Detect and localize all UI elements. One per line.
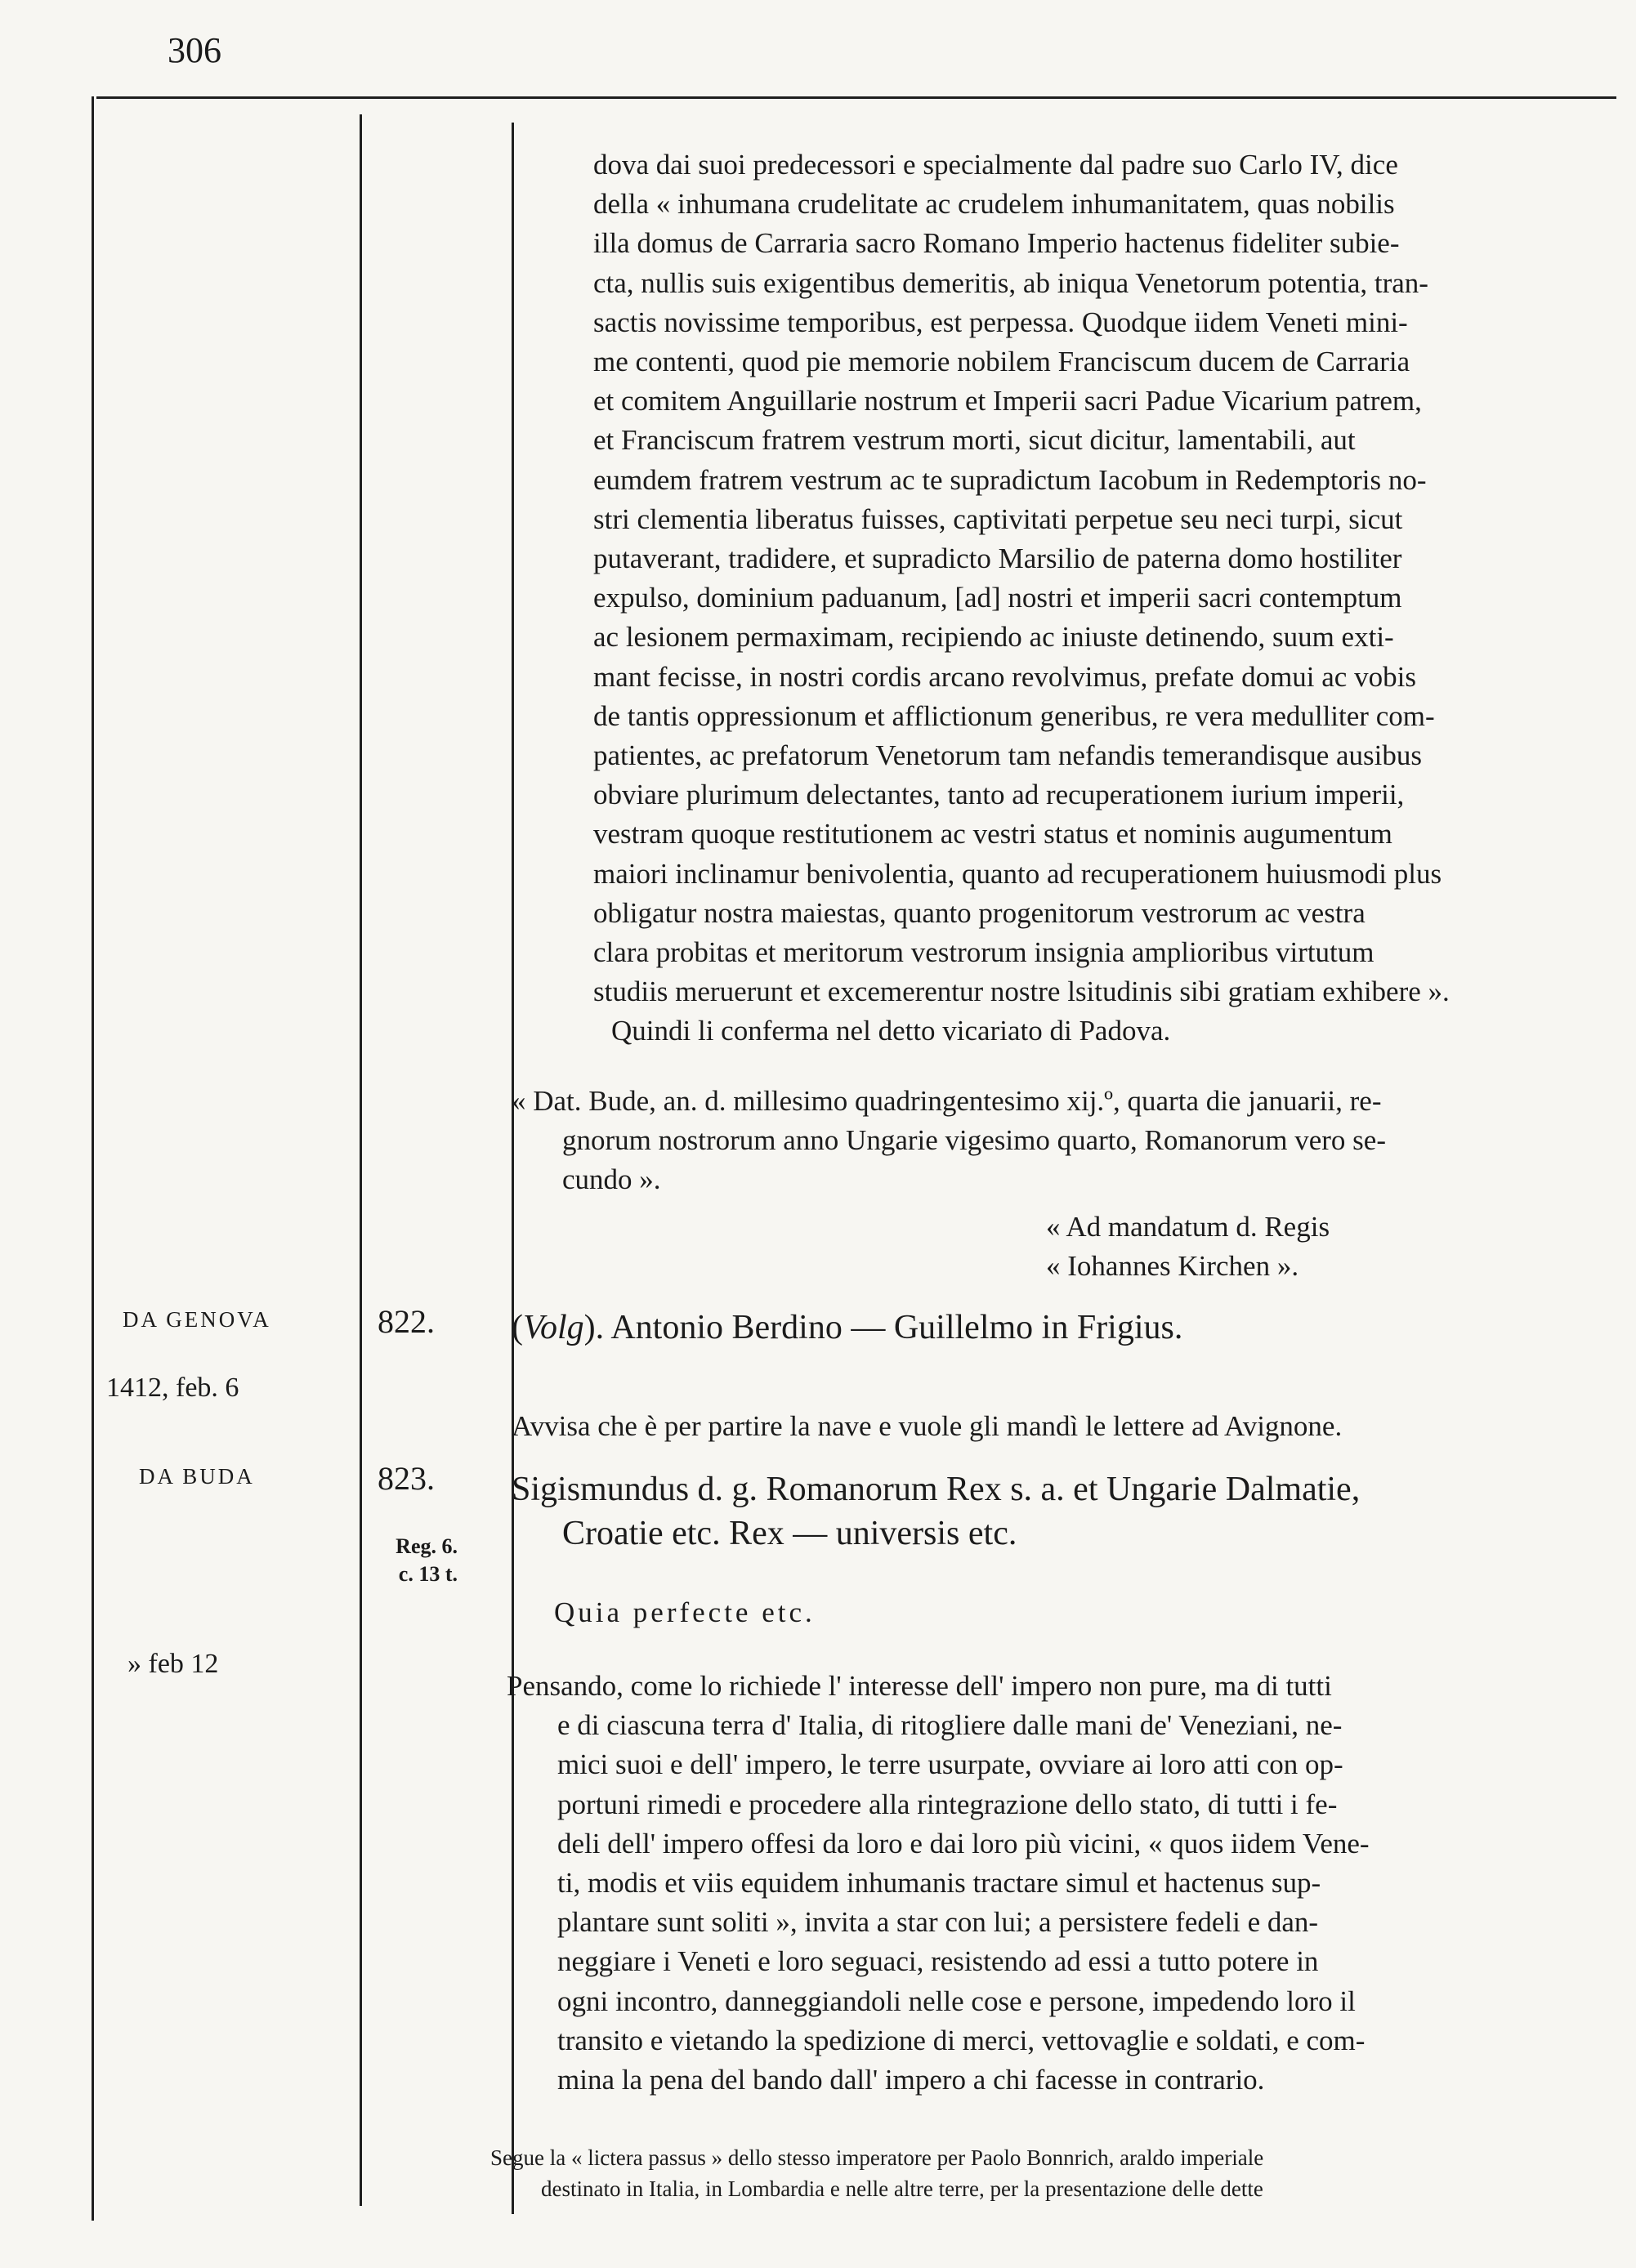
note-line: destinato in Italia, in Lombardia e nelle altre terre, per la presentazione delle dette — [541, 2176, 1263, 2201]
entry-822-number: 822. — [378, 1303, 435, 1340]
note-line: Segue la « lictera passus » dello stesso imperatore per Paolo Bonnrich, araldo imperiale — [490, 2145, 1264, 2170]
text-line: mant fecisse, in nostri cordis arcano revolvimus, prefate domui ac vobis — [593, 660, 1416, 693]
heading-line: Sigismundus d. g. Romanorum Rex s. a. et Ungarie Dalmatie, — [512, 1471, 1361, 1508]
text-line: clara probitas et meritorum vestrorum insignia amplioribus virtutum — [593, 936, 1375, 969]
text-line: patientes, ac prefatorum Venetorum tam nefandis temerandisque ausibus — [593, 739, 1423, 772]
text-line: Pensando, come lo richiede l' interesse dell' impero non pure, ma di tutti — [507, 1670, 1332, 1702]
signature-block — [1046, 1208, 1330, 1286]
entry-822-lang: Volg — [523, 1309, 584, 1346]
entry-822-date-text: 1412, feb. 6 — [106, 1373, 239, 1403]
column-rule-left — [92, 96, 94, 2221]
reference-line: c. 13 t. — [398, 1562, 458, 1586]
continuation-text — [593, 145, 1615, 1051]
text-line: de tantis oppressionum et afflictionum generibus, re vera medulliter com- — [593, 699, 1435, 732]
text-line: sactis novissime temporibus, est perpessa. Quodque iidem Veneti mini- — [593, 306, 1408, 338]
text-line: expulso, dominium paduanum, [ad] nostri et imperii sacri contemptum — [593, 582, 1402, 614]
signature-line: « Ad mandatum d. Regis — [1046, 1211, 1330, 1243]
text-line: plantare sunt soliti », invita a star con lui; a persistere fedeli e dan- — [557, 1906, 1319, 1939]
text-line: dova dai suoi predecessori e specialmente dal padre suo Carlo IV, dice — [593, 149, 1398, 181]
text-line: e di ciascuna terra d' Italia, di ritogliere dalle mani de' Veneziani, ne- — [557, 1709, 1343, 1742]
text-line: eumdem fratrem vestrum ac te supradictum Iacobum in Redemptoris no- — [593, 463, 1427, 496]
entry-823-date: » feb 12 — [127, 1649, 219, 1679]
text-line: mina la pena del bando dall' impero a chi facesse in contrario. — [557, 2064, 1265, 2096]
entry-823-incipit: Quia perfecte etc. — [554, 1596, 816, 1628]
entry-823-reference — [366, 1533, 458, 1588]
text-line: transito e vietando la spedizione di merci, vettovaglie e soldati, e com- — [557, 2024, 1366, 2056]
text-line: cta, nullis suis exigentibus demeritis, ab iniqua Venetorum potentia, tran- — [593, 266, 1428, 299]
text-line: portuni rimedi e procedere alla rintegrazione dello stato, di tutti i fe- — [557, 1788, 1338, 1820]
text-line: me contenti, quod pie memorie nobilem Franciscum ducem de Carraria — [593, 346, 1410, 378]
text-line: ogni incontro, danneggiandoli nelle cose e persone, impedendo loro il — [557, 1984, 1356, 2017]
entry-823-body — [507, 1667, 1618, 2100]
text-line: obviare plurimum delectantes, tanto ad recuperationem iurium imperii, — [593, 779, 1405, 811]
text-line: deli dell' impero offesi da loro e dai loro più vicini, « quos iidem Vene- — [557, 1827, 1370, 1859]
text-line: maiori inclinamur benivolentia, quanto ad recuperationem huiusmodi plus — [593, 857, 1442, 890]
text-line: vestram quoque restitutionem ac vestri status et nominis augumentum — [593, 818, 1392, 850]
text-line: neggiare i Veneti e loro seguaci, resistendo ad essi a tutto potere in — [557, 1945, 1319, 1978]
entry-823-heading — [512, 1467, 1360, 1556]
text-line: Quindi li conferma nel detto vicariato di Padova. — [611, 1015, 1171, 1047]
text-line: della « inhumana crudelitate ac crudelem inhumanitatem, quas nobilis — [593, 188, 1395, 221]
text-line: putaverant, tradidere, et supradicto Marsilio de paterna domo hostiliter — [593, 542, 1402, 575]
text-line: illa domus de Carraria sacro Romano Imperio hactenus fideliter subie- — [593, 227, 1400, 260]
text-line: et comitem Anguillarie nostrum et Imperii sacri Padue Vicarium patrem, — [593, 385, 1422, 417]
signature-line: « Iohannes Kirchen ». — [1046, 1250, 1299, 1283]
text-line: « Dat. Bude, an. d. millesimo quadringentesimo xij.º, quarta die januarii, re- — [512, 1085, 1382, 1117]
text-line: gnorum nostrorum anno Ungarie vigesimo quarto, Romanorum vero se- — [562, 1124, 1386, 1157]
text-line: et Franciscum fratrem vestrum morti, sicut dicitur, lamentabili, aut — [593, 424, 1356, 457]
dating-clause — [512, 1082, 1615, 1200]
text-line: cundo ». — [562, 1163, 661, 1196]
text-line: ti, modis et viis equidem inhumanis tractare simul et hactenus sup- — [557, 1867, 1321, 1900]
entry-822-place: DA GENOVA — [123, 1307, 271, 1332]
entry-822-date — [106, 1373, 239, 1404]
entry-822-heading-text: . Antonio Berdino — Guillelmo in Frigius. — [595, 1309, 1183, 1346]
entry-822-heading: (Volg). Antonio Berdino — Guillelmo in Frigius. — [512, 1309, 1183, 1346]
text-line: stri clementia liberatus fuisses, captivitati perpetue seu neci turpi, sicut — [593, 502, 1403, 535]
entry-823-note — [490, 2142, 1263, 2204]
reference-line: Reg. 6. — [396, 1534, 458, 1558]
header-rule — [96, 96, 1616, 99]
column-rule-middle — [360, 114, 362, 2206]
text-line: obligatur nostra maiestas, quanto progenitorum vestrorum ac vestra — [593, 896, 1366, 929]
heading-line: Croatie etc. Rex — universis etc. — [562, 1515, 1017, 1552]
entry-823-place: DA BUDA — [139, 1464, 255, 1489]
entry-822-summary: Avvisa che è per partire la nave e vuole gli mandì le lettere ad Avignone. — [512, 1410, 1343, 1442]
entry-823-number: 823. — [378, 1460, 435, 1497]
page-number: 306 — [168, 30, 221, 70]
text-line: studiis meruerunt et excemerentur nostre lsitudinis sibi gratiam exhibere ». — [593, 976, 1450, 1008]
text-line: mici suoi e dell' impero, le terre usurpate, ovviare ai loro atti con op- — [557, 1748, 1343, 1781]
text-line: ac lesionem permaximam, recipiendo ac iniuste detinendo, suum exti- — [593, 621, 1394, 654]
